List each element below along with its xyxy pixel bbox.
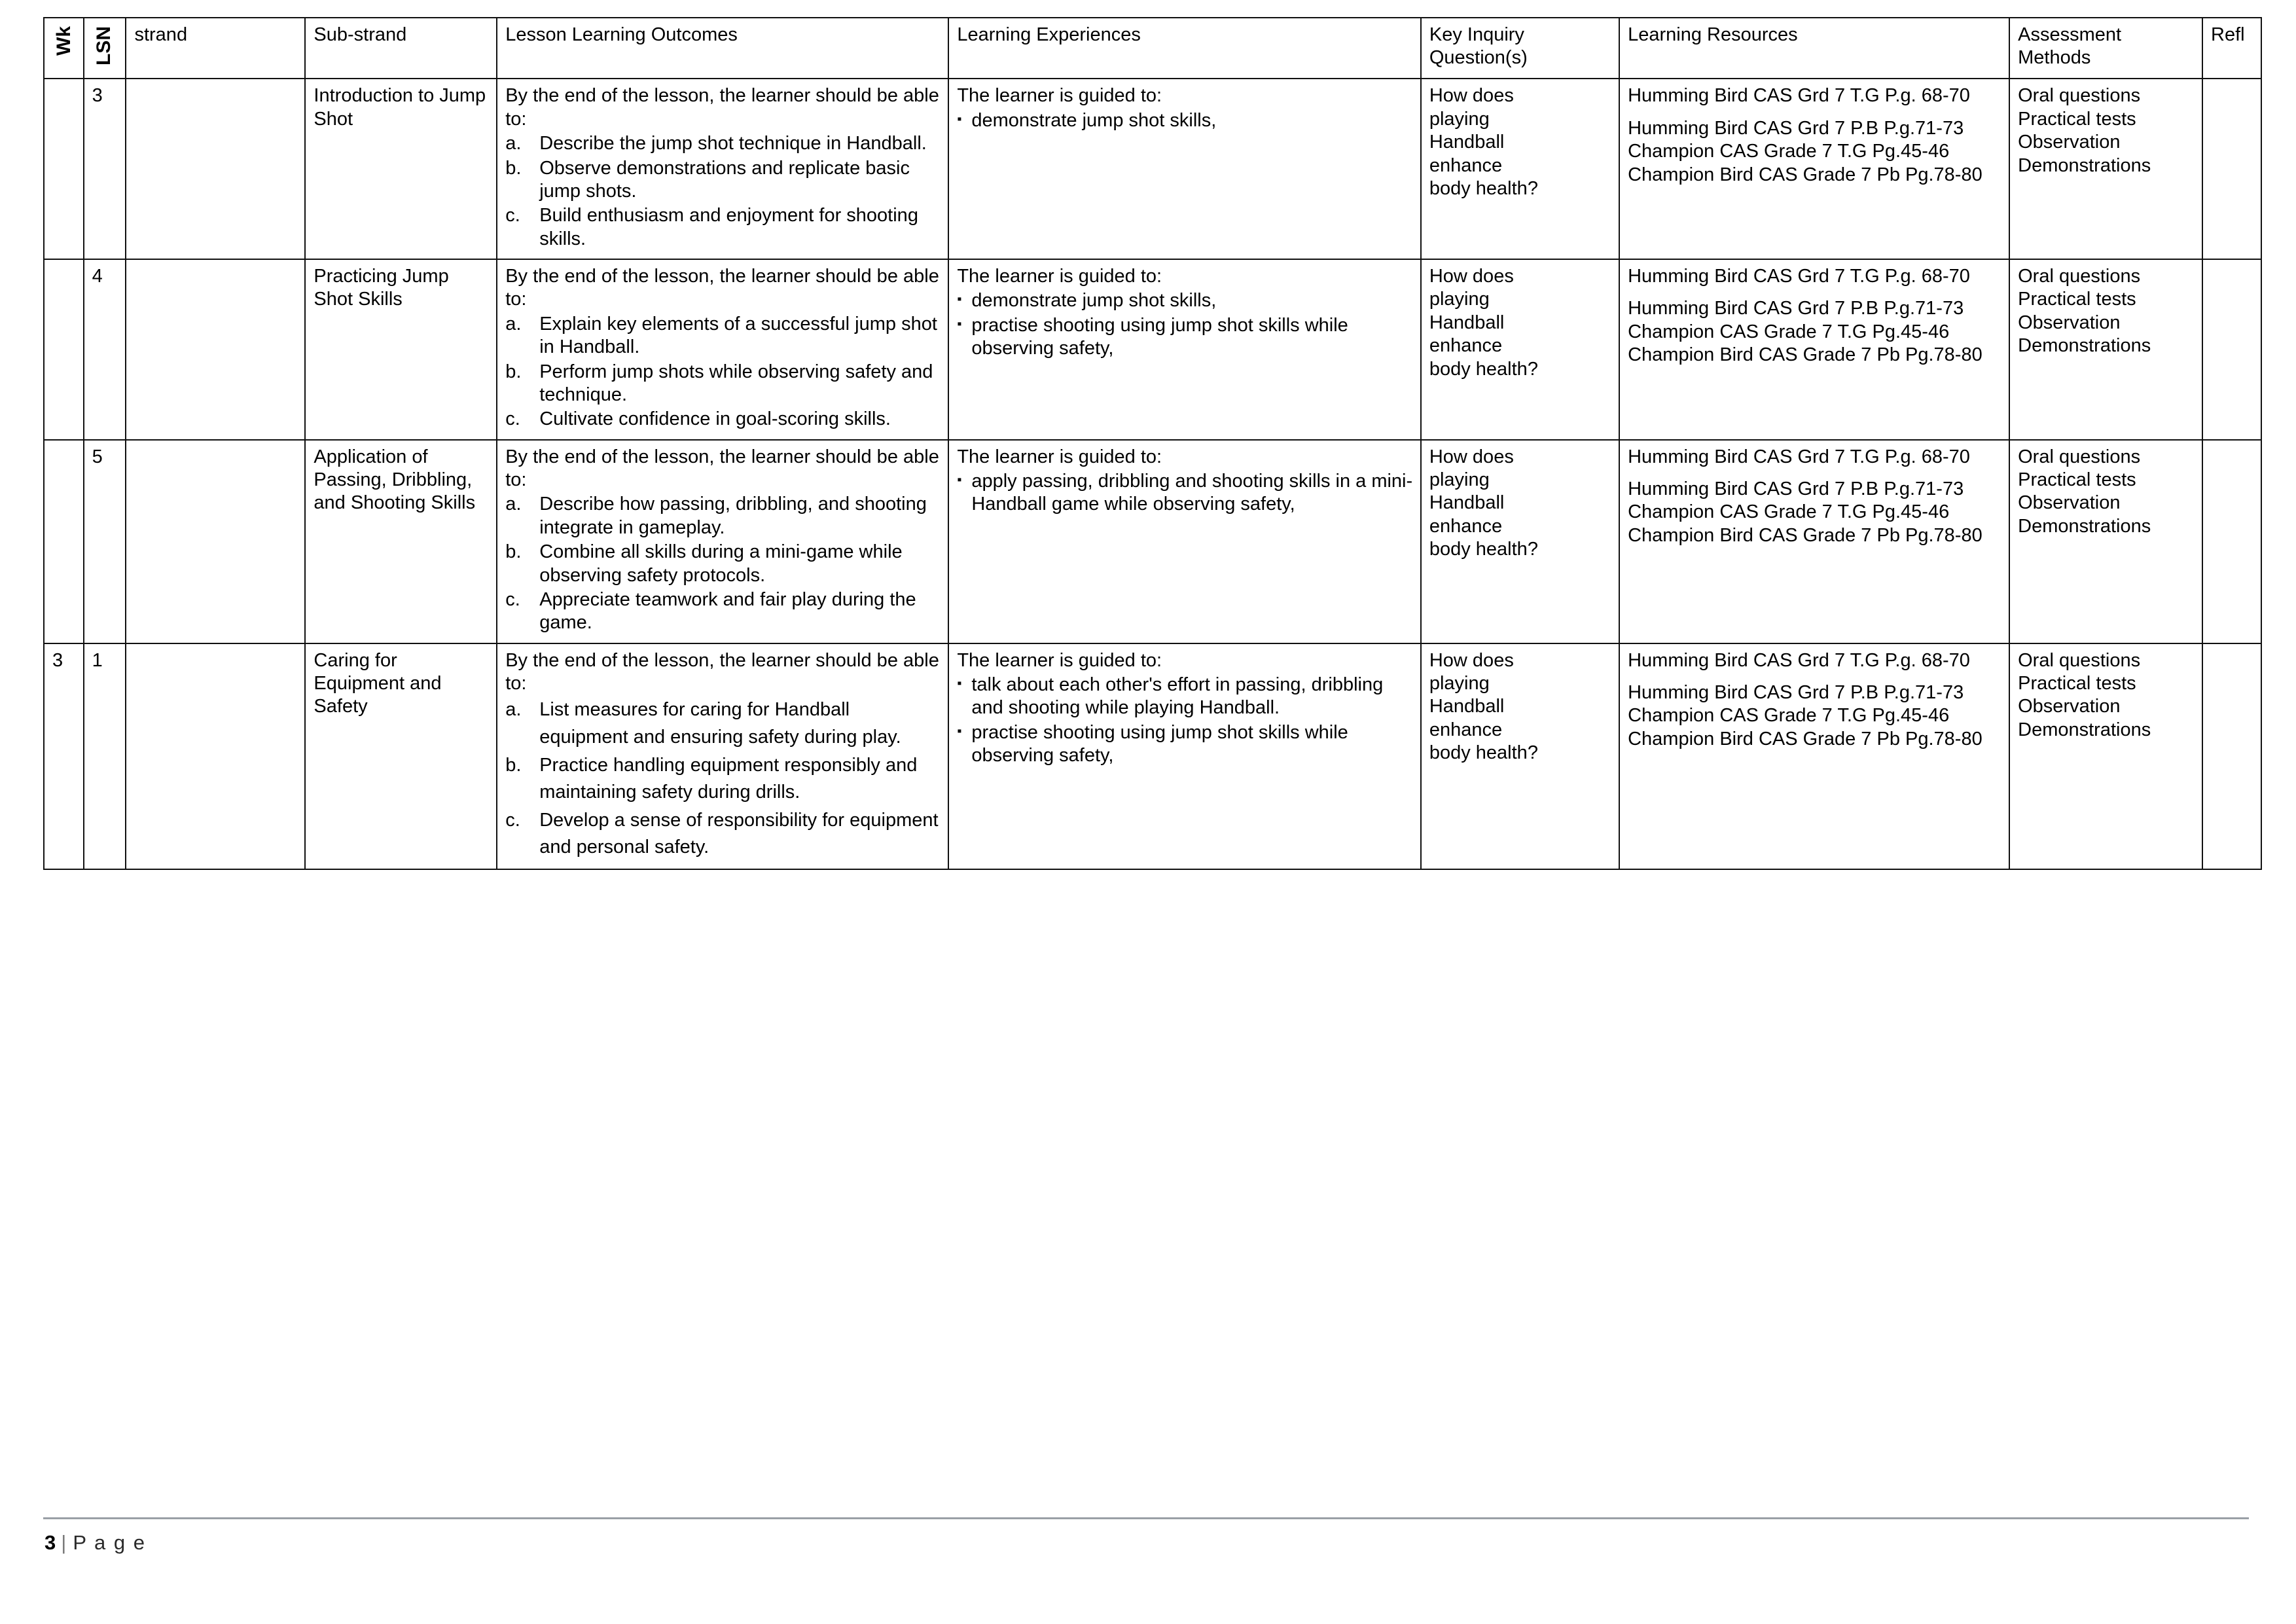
le-lead-text: The learner is guided to: [957,446,1162,467]
llo-lead-text: By the end of the lesson, the learner should be able to: [505,446,939,490]
kiq-line: playing [1429,673,1490,694]
kiq-line: How does [1429,446,1514,467]
cell-week: 3 [44,643,84,870]
le-item-text: demonstrate jump shot skills, [971,109,1217,131]
kiq-line: Handball [1429,132,1505,153]
resource-item: Humming Bird CAS Grd 7 P.B P.g.71-73 [1628,298,1964,319]
column-header-lesson-learning-outcomes: Lesson Learning Outcomes [497,18,948,79]
cell-strand [126,79,305,259]
llo-item-marker: a. [505,494,522,515]
llo-list [505,313,941,431]
cell-learning-experiences [948,440,1421,643]
column-header-refl: Refl [2202,18,2261,79]
assessment-item: Practical tests [2018,673,2136,694]
llo-item-marker: a. [505,313,522,334]
page-footer [39,1517,2258,1555]
llo-list-item [505,696,941,750]
cell-lesson-number: 4 [84,259,126,440]
llo-list-item [505,807,941,861]
bullet-icon: ▪ [957,316,962,331]
llo-lead-text: By the end of the lesson, the learner should be able to: [505,85,939,130]
kiq-line: playing [1429,469,1490,490]
cell-reflection [2202,440,2261,643]
cell-sub-strand: Application of Passing, Dribbling, and Shooting Skills [305,440,497,643]
llo-item-marker: b. [505,541,522,563]
cell-sub-strand: Introduction to Jump Shot [305,79,497,259]
llo-item-marker: b. [505,157,522,179]
llo-item-text: Appreciate teamwork and fair play during the game. [539,588,916,634]
le-item-text: practise shooting using jump shot skills while observing safety, [971,314,1348,359]
le-list-item [957,674,1414,720]
footer-text [45,1531,2258,1555]
resource-item: Humming Bird CAS Grd 7 P.B P.g.71-73 [1628,682,1964,703]
kiq-line: body health? [1429,177,1538,199]
llo-item-text: Explain key elements of a successful jump shot in Handball. [539,313,937,358]
column-header-strand: strand [126,18,305,79]
le-list [957,109,1414,132]
resource-item: Champion CAS Grade 7 T.G Pg.45-46 [1628,501,1950,523]
bullet-icon: ▪ [957,723,962,738]
cell-lesson-number: 5 [84,440,126,643]
le-list-item [957,109,1414,132]
kiq-line: body health? [1429,742,1538,764]
cell-key-inquiry-question [1421,259,1619,440]
resource-item: Champion CAS Grade 7 T.G Pg.45-46 [1628,705,1950,727]
kiq-line: enhance [1429,515,1503,537]
cell-key-inquiry-question [1421,643,1619,870]
resource-item: Humming Bird CAS Grd 7 T.G P.g. 68-70 [1628,649,1970,671]
cell-week [44,440,84,643]
column-header-wk-label: Wk [53,26,75,56]
cell-learning-resources [1619,643,2009,870]
assessment-item: Oral questions [2018,266,2141,287]
llo-item-text: Combine all skills during a mini-game while observing safety protocols. [539,541,903,586]
llo-list-item [505,361,941,407]
kiq-line: enhance [1429,154,1503,176]
cell-lesson-number: 1 [84,643,126,870]
assessment-item: Observation [2018,132,2121,153]
cell-learning-resources [1619,79,2009,259]
llo-list-item [505,541,941,587]
resource-item: Humming Bird CAS Grd 7 T.G P.g. 68-70 [1628,85,1970,107]
cell-assessment-methods [2009,440,2202,643]
kiq-line: Handball [1429,312,1505,333]
assessment-item: Oral questions [2018,446,2141,467]
le-lead-text: The learner is guided to: [957,266,1162,287]
cell-week [44,79,84,259]
llo-item-text: Describe the jump shot technique in Handball. [539,133,927,154]
column-header-sub-strand: Sub-strand [305,18,497,79]
column-header-lsn [84,18,126,79]
assessment-item: Oral questions [2018,85,2141,107]
llo-list [505,132,941,251]
footer-separator: | [61,1531,68,1554]
kiq-line: How does [1429,266,1514,287]
llo-item-text: Describe how passing, dribbling, and shooting integrate in gameplay. [539,494,927,538]
cell-strand [126,440,305,643]
kiq-line: body health? [1429,539,1538,560]
llo-item-marker: a. [505,699,522,721]
resource-item: Champion Bird CAS Grade 7 Pb Pg.78-80 [1628,164,1982,185]
bullet-icon: ▪ [957,676,962,691]
assessment-item: Practical tests [2018,108,2136,130]
llo-list-item [505,132,941,155]
llo-list-item [505,752,941,806]
footer-page-number: 3 [45,1531,56,1554]
column-header-learning-resources: Learning Resources [1619,18,2009,79]
le-list [957,289,1414,360]
llo-item-marker: b. [505,361,522,382]
llo-list-item [505,204,941,251]
llo-item-text: Observe demonstrations and replicate basic jump shots. [539,157,910,202]
cell-reflection [2202,79,2261,259]
kiq-line: enhance [1429,719,1503,740]
llo-list [505,493,941,634]
llo-item-text: Develop a sense of responsibility for equipment and personal safety. [539,810,939,858]
cell-sub-strand: Caring for Equipment and Safety [305,643,497,870]
llo-item-marker: c. [505,408,520,430]
column-header-learning-experiences: Learning Experiences [948,18,1421,79]
cell-key-inquiry-question [1421,440,1619,643]
resource-item: Humming Bird CAS Grd 7 P.B P.g.71-73 [1628,478,1964,499]
assessment-item: Oral questions [2018,649,2141,671]
llo-list-item [505,408,941,431]
llo-item-text: Practice handling equipment responsibly and maintaining safety during drills. [539,754,918,803]
resource-item: Champion Bird CAS Grade 7 Pb Pg.78-80 [1628,524,1982,546]
scheme-of-work-table [43,17,2262,870]
table-row [44,440,2261,643]
le-list [957,470,1414,516]
kiq-line: playing [1429,289,1490,310]
cell-learning-resources [1619,259,2009,440]
cell-sub-strand: Practicing Jump Shot Skills [305,259,497,440]
column-header-wk [44,18,84,79]
cell-lesson-number: 3 [84,79,126,259]
llo-lead-text: By the end of the lesson, the learner should be able to: [505,649,939,694]
llo-item-text: Cultivate confidence in goal-scoring skills. [539,408,891,430]
llo-list [505,696,941,861]
llo-item-marker: c. [505,205,520,226]
resource-item: Humming Bird CAS Grd 7 T.G P.g. 68-70 [1628,266,1970,287]
assessment-item: Observation [2018,312,2121,333]
cell-learning-experiences [948,79,1421,259]
kiq-line: How does [1429,649,1514,671]
le-item-text: talk about each other's effort in passing, dribbling and shooting while playing Handball. [971,674,1384,719]
le-lead-text: The learner is guided to: [957,649,1162,671]
cell-lesson-learning-outcomes [497,259,948,440]
le-item-text: demonstrate jump shot skills, [971,290,1217,312]
table-row [44,79,2261,259]
cell-lesson-learning-outcomes [497,440,948,643]
cell-reflection [2202,643,2261,870]
footer-label: P a g e [73,1531,146,1554]
llo-item-marker: a. [505,133,522,154]
kiq-line: Handball [1429,696,1505,717]
resource-item: Champion Bird CAS Grade 7 Pb Pg.78-80 [1628,344,1982,366]
llo-list-item [505,157,941,204]
cell-assessment-methods [2009,79,2202,259]
cell-assessment-methods [2009,643,2202,870]
assessment-item: Practical tests [2018,289,2136,310]
resource-item: Champion CAS Grade 7 T.G Pg.45-46 [1628,141,1950,162]
bullet-icon: ▪ [957,111,962,126]
le-list-item [957,470,1414,516]
cell-strand [126,259,305,440]
cell-week [44,259,84,440]
llo-list-item [505,493,941,539]
resource-item: Champion CAS Grade 7 T.G Pg.45-46 [1628,321,1950,342]
llo-item-marker: c. [505,588,520,610]
kiq-line: body health? [1429,358,1538,380]
cell-learning-experiences [948,259,1421,440]
table-row [44,259,2261,440]
bullet-icon: ▪ [957,292,962,307]
bullet-icon: ▪ [957,473,962,487]
le-item-text: practise shooting using jump shot skills while observing safety, [971,721,1348,767]
resource-item: Champion Bird CAS Grade 7 Pb Pg.78-80 [1628,728,1982,749]
assessment-item: Observation [2018,696,2121,717]
assessment-item: Demonstrations [2018,335,2151,357]
cell-learning-experiences [948,643,1421,870]
llo-list-item [505,588,941,635]
assessment-item: Demonstrations [2018,154,2151,176]
resource-item: Humming Bird CAS Grd 7 P.B P.g.71-73 [1628,117,1964,139]
table-header-row [44,18,2261,79]
kiq-line: enhance [1429,335,1503,357]
cell-key-inquiry-question [1421,79,1619,259]
le-item-text: apply passing, dribbling and shooting skills in a mini-Handball game while observing safety, [971,471,1413,515]
kiq-line: How does [1429,85,1514,107]
footer-divider [43,1517,2249,1519]
assessment-item: Demonstrations [2018,719,2151,740]
llo-lead-text: By the end of the lesson, the learner should be able to: [505,266,939,310]
le-list-item [957,314,1414,361]
cell-assessment-methods [2009,259,2202,440]
le-list-item [957,721,1414,768]
llo-item-text: List measures for caring for Handball equipment and ensuring safety during play. [539,699,901,748]
assessment-item: Practical tests [2018,469,2136,490]
assessment-item: Demonstrations [2018,515,2151,537]
llo-list-item [505,313,941,359]
column-header-lsn-label: LSN [92,26,115,65]
le-list-item [957,289,1414,312]
cell-learning-resources [1619,440,2009,643]
cell-lesson-learning-outcomes [497,79,948,259]
assessment-item: Observation [2018,492,2121,514]
llo-item-marker: c. [505,810,520,831]
llo-item-text: Build enthusiasm and enjoyment for shooting skills. [539,205,918,249]
cell-lesson-learning-outcomes [497,643,948,870]
column-header-key-inquiry-questions: Key Inquiry Question(s) [1421,18,1619,79]
cell-reflection [2202,259,2261,440]
llo-item-text: Perform jump shots while observing safety and technique. [539,361,933,405]
resource-item: Humming Bird CAS Grd 7 T.G P.g. 68-70 [1628,446,1970,467]
kiq-line: playing [1429,108,1490,130]
column-header-assessment-methods: Assessment Methods [2009,18,2202,79]
kiq-line: Handball [1429,492,1505,514]
llo-item-marker: b. [505,754,522,776]
le-lead-text: The learner is guided to: [957,85,1162,107]
cell-strand [126,643,305,870]
table-row [44,643,2261,870]
le-list [957,674,1414,768]
table-body [44,79,2261,869]
